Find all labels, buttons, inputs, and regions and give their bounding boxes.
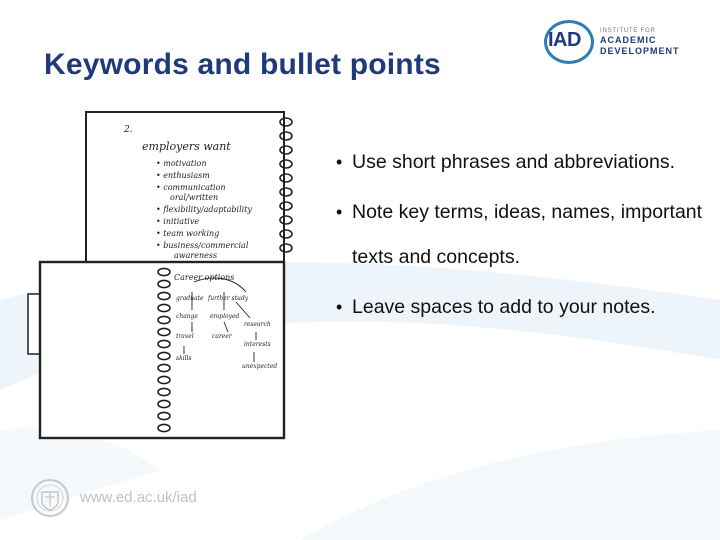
svg-text:career: career bbox=[212, 333, 232, 340]
svg-text:graduate: graduate bbox=[176, 295, 204, 302]
svg-text:unexpected: unexpected bbox=[242, 363, 278, 370]
bullet-dot: • bbox=[336, 297, 343, 317]
bullet-dot: • bbox=[336, 202, 343, 222]
svg-text:• initiative: • initiative bbox=[156, 217, 200, 226]
bullet-list bbox=[336, 140, 706, 335]
logo-mark: IAD bbox=[548, 29, 581, 51]
svg-text:awareness: awareness bbox=[174, 251, 218, 260]
svg-text:employed: employed bbox=[210, 313, 240, 320]
logo-line-academic: ACADEMIC bbox=[600, 35, 657, 45]
svg-text:• motivation: • motivation bbox=[156, 159, 207, 168]
footer-url: www.ed.ac.uk/iad bbox=[80, 489, 197, 506]
svg-text:travel: travel bbox=[176, 333, 194, 340]
svg-text:change: change bbox=[176, 313, 199, 320]
iad-logo bbox=[544, 18, 694, 68]
logo-line-development: DEVELOPMENT bbox=[600, 46, 680, 56]
logo-text bbox=[600, 28, 696, 57]
svg-text:Career options: Career options bbox=[174, 273, 235, 282]
bullet-item bbox=[336, 285, 706, 330]
bullet-item bbox=[336, 190, 706, 280]
svg-text:research: research bbox=[244, 321, 271, 328]
svg-text:• flexibility/adaptability: • flexibility/adaptability bbox=[156, 205, 252, 214]
slide-title: Keywords and bullet points bbox=[44, 48, 441, 81]
bullet-text: Note key terms, ideas, names, important texts and concepts. bbox=[352, 201, 703, 268]
notebook-sketch-icon bbox=[24, 106, 302, 440]
bullet-text: Leave spaces to add to your notes. bbox=[352, 296, 656, 318]
svg-text:further study: further study bbox=[208, 295, 249, 302]
svg-text:skills: skills bbox=[176, 355, 192, 362]
svg-text:employers want: employers want bbox=[142, 140, 231, 153]
svg-text:• enthusiasm: • enthusiasm bbox=[156, 171, 210, 180]
svg-text:2.: 2. bbox=[124, 125, 133, 135]
svg-text:• team working: • team working bbox=[156, 229, 220, 238]
svg-text:interests: interests bbox=[244, 341, 271, 348]
logo-small-line: INSTITUTE FOR bbox=[600, 28, 656, 34]
university-crest-icon bbox=[30, 478, 70, 518]
svg-text:oral/written: oral/written bbox=[170, 193, 219, 202]
bullet-item bbox=[336, 140, 706, 185]
bullet-dot: • bbox=[336, 152, 343, 172]
svg-text:• business/commercial: • business/commercial bbox=[156, 241, 249, 250]
svg-text:• communication: • communication bbox=[156, 183, 226, 192]
bullet-text: Use short phrases and abbreviations. bbox=[352, 151, 676, 173]
